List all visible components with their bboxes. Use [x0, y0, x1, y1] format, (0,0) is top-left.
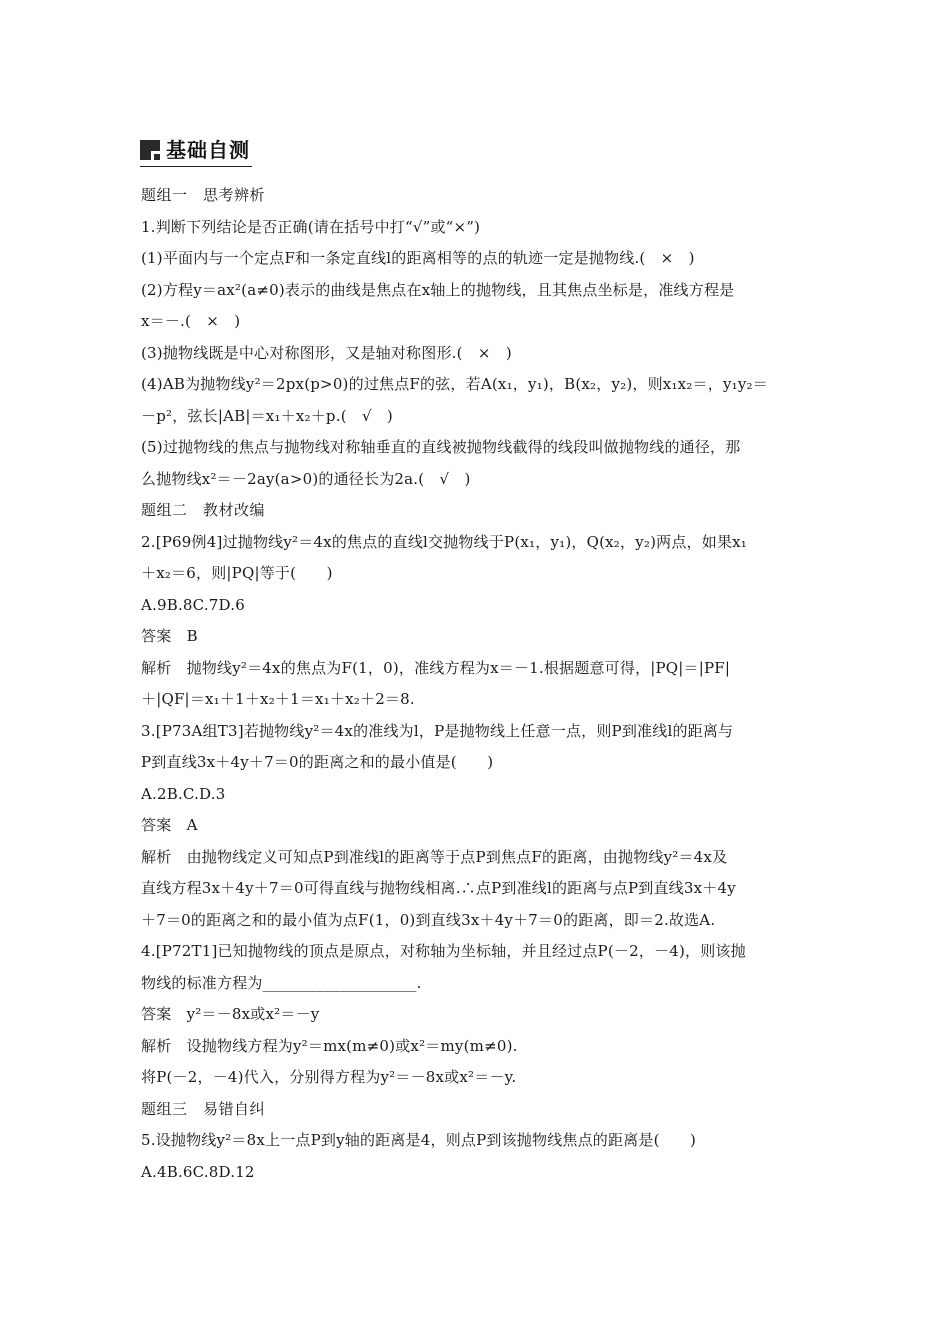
- analysis-line: 解析 设抛物线方程为y²＝mx(m≠0)或x²＝my(m≠0).: [141, 1036, 518, 1055]
- question-text: 1.判断下列结论是否正确(请在括号中打“√”或“×”): [141, 217, 481, 236]
- text-line: (5)过抛物线的焦点与抛物线对称轴垂直的直线被抛物线截得的线段叫做抛物线的通径，那: [141, 438, 741, 456]
- analysis-line: 解析 由抛物线定义可知点P到准线l的距离等于点P到焦点F的距离，由抛物线y²＝4x及: [141, 847, 728, 866]
- exercise-content: [141, 180, 813, 1188]
- answer-line: 答案 A: [141, 816, 198, 834]
- text-line: 直线方程3x＋4y＋7＝0可得直线与抛物线相离.∴点P到准线l的距离与点P到直线3x＋4y: [141, 879, 736, 897]
- section-title: 基础自测: [166, 138, 250, 162]
- text-line: 么抛物线x²＝－2ay(a>0)的通径长为2a.( √ ): [141, 469, 471, 488]
- group-heading: 题组二 教材改编: [141, 501, 266, 519]
- text-line: (3)抛物线既是中心对称图形，又是轴对称图形.( × ): [141, 343, 512, 362]
- text-line: P到直线3x＋4y＋7＝0的距离之和的最小值是( ): [141, 753, 494, 771]
- text-line: (4)AB为抛物线y²＝2px(p>0)的过焦点F的弦，若A(x₁，y₁)，B(x₂，y₂)，则x₁x₂＝，y₁y₂＝: [141, 375, 768, 393]
- question-text: 4.[P72T1]已知抛物线的顶点是原点，对称轴为坐标轴，并且经过点P(－2，－4)，则该抛: [141, 942, 746, 960]
- answer-line: 答案 y²＝－8x或x²＝－y: [141, 1005, 320, 1023]
- answer-options: A.9B.8C.7D.6: [141, 595, 245, 614]
- section-header: [140, 136, 252, 167]
- answer-options: A.2B.C.D.3: [141, 784, 226, 803]
- text-line: －p²，弦长|AB|＝x₁＋x₂＋p.( √ ): [141, 406, 393, 425]
- answer-line: 答案 B: [141, 627, 198, 645]
- text-line: x＝－.( × ): [141, 312, 241, 330]
- group-heading: 题组三 易错自纠: [141, 1099, 266, 1118]
- text-line: (2)方程y＝ax²(a≠0)表示的曲线是焦点在x轴上的抛物线，且其焦点坐标是，准线方程是: [141, 280, 735, 299]
- text-line: 将P(－2，－4)代入，分别得方程为y²＝－8x或x²＝－y.: [141, 1068, 517, 1086]
- question-text: 2.[P69例4]过抛物线y²＝4x的焦点的直线l交抛物线于P(x₁，y₁)，Q(x₂，y₂)两点，如果x₁: [141, 532, 748, 551]
- question-text: 3.[P73A组T3]若抛物线y²＝4x的准线为l，P是抛物线上任意一点，则P到准线l的距离与: [141, 721, 734, 740]
- text-line: ＋7＝0的距离之和的最小值为点F(1，0)到直线3x＋4y＋7＝0的距离，即＝2.故选A.: [141, 910, 716, 929]
- group-heading: 题组一 思考辨析: [141, 186, 266, 204]
- question-text: 5.设抛物线y²＝8x上一点P到y轴的距离是4，则点P到该抛物线焦点的距离是( ): [141, 1131, 697, 1149]
- text-line: (1)平面内与一个定点F和一条定直线l的距离相等的点的轨迹一定是抛物线.( × ): [141, 249, 695, 267]
- section-corner-icon: [140, 140, 160, 160]
- analysis-line: 解析 抛物线y²＝4x的焦点为F(1，0)，准线方程为x＝－1.根据题意可得，|PQ|＝|PF|: [141, 658, 731, 677]
- answer-options: A.4B.6C.8D.12: [141, 1162, 255, 1181]
- text-line: 物线的标准方程为____________________.: [141, 973, 422, 992]
- text-line: ＋x₂＝6，则|PQ|等于( ): [141, 564, 333, 582]
- text-line: ＋|QF|＝x₁＋1＋x₂＋1＝x₁＋x₂＋2＝8.: [141, 690, 415, 708]
